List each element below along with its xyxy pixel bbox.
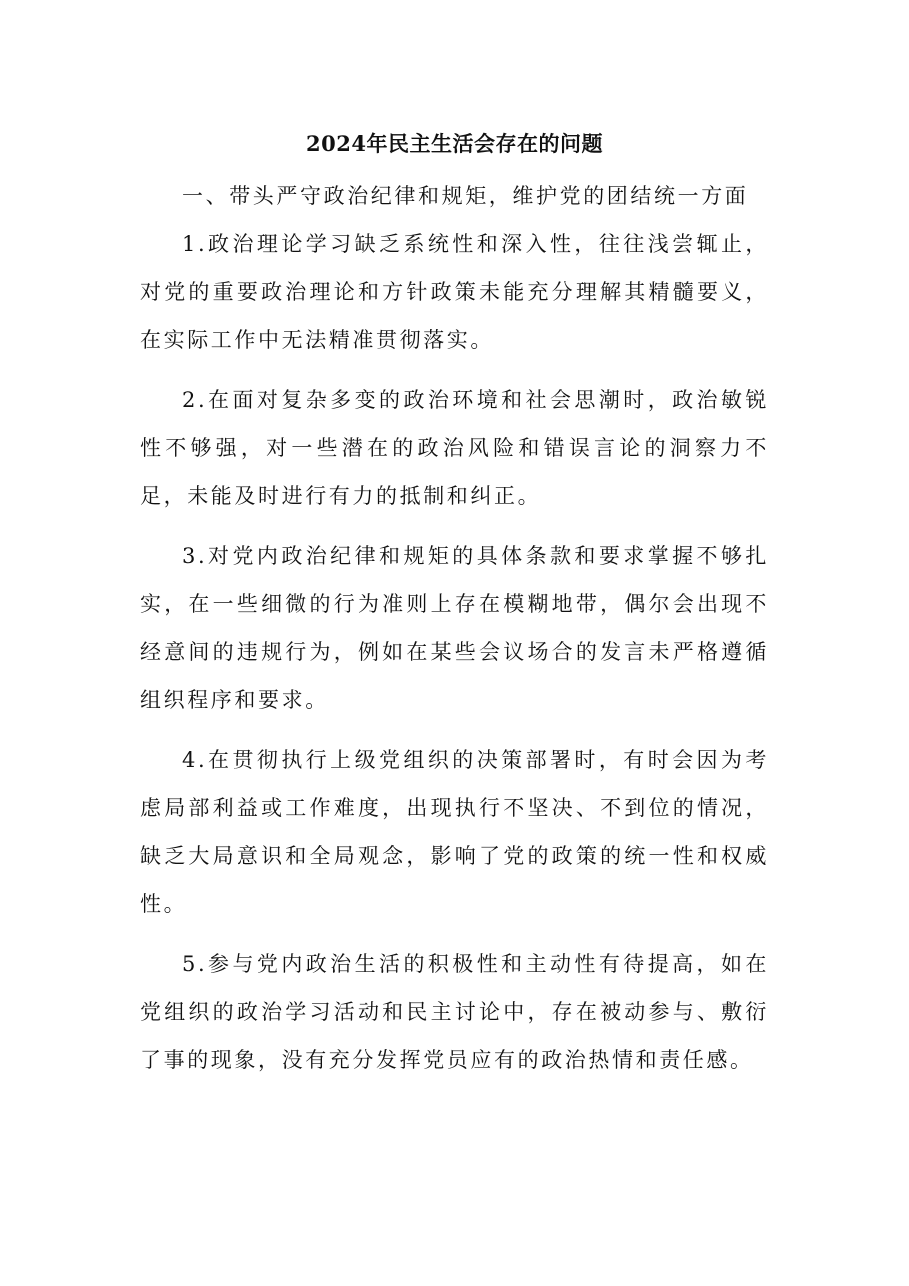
paragraph-5: 5.参与党内政治生活的积极性和主动性有待提高，如在党组织的政治学习活动和民主讨论中，存在被动参与、敷衍了事的现象，没有充分发挥党员应有的政治热情和责任感。 (140, 952, 769, 1072)
paragraph-1: 1.政治理论学习缺乏系统性和深入性，往往浅尝辄止，对党的重要政治理论和方针政策未能充分理解其精髓要义，在实际工作中无法精准贯彻落实。 (140, 232, 769, 352)
document-title: 2024年民主生活会存在的问题 (306, 131, 603, 156)
paragraph-3: 3.对党内政治纪律和规矩的具体条款和要求掌握不够扎实，在一些细微的行为准则上存在模糊地带，偶尔会出现不经意间的违规行为，例如在某些会议场合的发言未严格遵循组织程序和要求。 (140, 544, 769, 712)
document-body (140, 172, 769, 1096)
paragraph-2: 2.在面对复杂多变的政治环境和社会思潮时，政治敏锐性不够强，对一些潜在的政治风险和错误言论的洞察力不足，未能及时进行有力的抵制和纠正。 (140, 388, 769, 508)
section-heading: 一、带头严守政治纪律和规矩，维护党的团结统一方面 (182, 184, 749, 208)
paragraph-4: 4.在贯彻执行上级党组织的决策部署时，有时会因为考虑局部利益或工作难度，出现执行不坚决、不到位的情况，缺乏大局意识和全局观念，影响了党的政策的统一性和权威性。 (140, 748, 769, 916)
